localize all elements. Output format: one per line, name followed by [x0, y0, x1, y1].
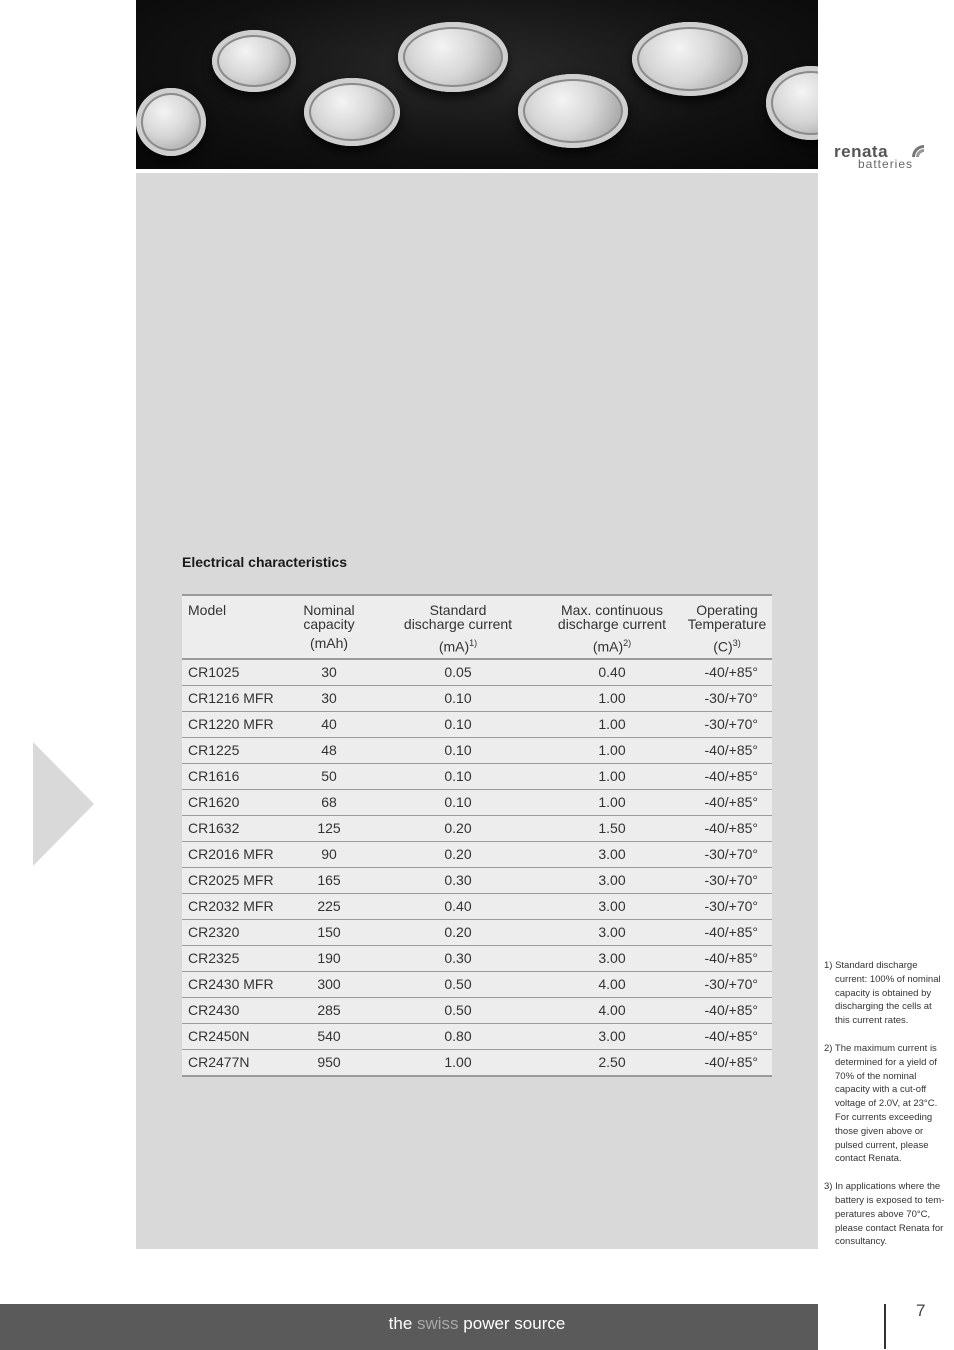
- table-cell: 0.30: [374, 945, 542, 971]
- table-cell: 3.00: [542, 841, 682, 867]
- table-cell: 0.10: [374, 763, 542, 789]
- header-unit: [288, 636, 370, 650]
- footnote-3: 3) In applications where the battery is exposed to tem-peratures above 70°C, please contact Renata for consultancy.: [824, 1181, 945, 1248]
- table-cell: -30/+70°: [682, 841, 772, 867]
- table-cell: 2.50: [542, 1049, 682, 1076]
- slogan-text: power source: [458, 1314, 566, 1333]
- coin-cell-image: [212, 30, 296, 92]
- header-standard-discharge: [374, 595, 542, 659]
- table-cell: CR1620: [182, 789, 284, 815]
- unit-text: (C): [713, 638, 733, 655]
- table-row: [182, 1023, 772, 1049]
- header-unit: [686, 636, 768, 654]
- table-cell: 3.00: [542, 867, 682, 893]
- page-number: 7: [916, 1301, 926, 1320]
- table-cell: -40/+85°: [682, 945, 772, 971]
- table-cell: 0.40: [374, 893, 542, 919]
- table-cell: 1.00: [542, 711, 682, 737]
- table-cell: CR2025 MFR: [182, 867, 284, 893]
- table-cell: 68: [284, 789, 374, 815]
- table-cell: -30/+70°: [682, 971, 772, 997]
- table-cell: -40/+85°: [682, 659, 772, 686]
- header-label: Model: [188, 602, 227, 618]
- table-cell: 40: [284, 711, 374, 737]
- table-cell: 30: [284, 685, 374, 711]
- unit-text: (mAh): [309, 635, 349, 651]
- table-cell: 0.10: [374, 711, 542, 737]
- table-cell: -40/+85°: [682, 789, 772, 815]
- table-cell: 0.20: [374, 815, 542, 841]
- table-cell: -40/+85°: [682, 815, 772, 841]
- header-unit: [546, 636, 678, 654]
- table-cell: CR2430: [182, 997, 284, 1023]
- table-cell: 225: [284, 893, 374, 919]
- table-row: [182, 737, 772, 763]
- unit-text: (mA): [592, 638, 624, 655]
- table-cell: 0.40: [542, 659, 682, 686]
- table-cell: CR2430 MFR: [182, 971, 284, 997]
- header-label: Temperature: [687, 616, 767, 632]
- footnotes: [824, 959, 948, 1263]
- table-cell: 0.10: [374, 789, 542, 815]
- table-cell: 125: [284, 815, 374, 841]
- logo-wordmark: renata: [834, 142, 889, 161]
- header-label: Operating: [696, 602, 758, 618]
- table-cell: 0.05: [374, 659, 542, 686]
- table-cell: -40/+85°: [682, 997, 772, 1023]
- table-row: [182, 685, 772, 711]
- table-cell: 1.00: [542, 763, 682, 789]
- table-cell: -40/+85°: [682, 737, 772, 763]
- table-cell: 0.10: [374, 737, 542, 763]
- table-row: [182, 919, 772, 945]
- table-row: [182, 893, 772, 919]
- table-cell: 1.00: [542, 685, 682, 711]
- table-cell: CR2477N: [182, 1049, 284, 1076]
- coin-cell-image: [632, 22, 748, 96]
- header-operating-temperature: [682, 595, 772, 659]
- table-row: [182, 841, 772, 867]
- header-photo-coin-cells: [136, 0, 818, 169]
- table-cell: CR1216 MFR: [182, 685, 284, 711]
- coin-cell-image: [766, 66, 818, 140]
- table-cell: CR2320: [182, 919, 284, 945]
- slogan-highlight: swiss: [417, 1314, 459, 1333]
- table-row: [182, 789, 772, 815]
- header-nominal-capacity: [284, 595, 374, 659]
- table-cell: 0.80: [374, 1023, 542, 1049]
- table-cell: -40/+85°: [682, 919, 772, 945]
- table-cell: CR2016 MFR: [182, 841, 284, 867]
- arrow-right-icon: [33, 742, 94, 866]
- header-label: Standard: [429, 602, 487, 618]
- table-cell: 1.00: [374, 1049, 542, 1076]
- table-body: [182, 659, 772, 1076]
- table-cell: 3.00: [542, 919, 682, 945]
- table-row: [182, 867, 772, 893]
- table-cell: 165: [284, 867, 374, 893]
- header-label: discharge current: [557, 616, 667, 632]
- table-row: [182, 659, 772, 686]
- table-row: [182, 945, 772, 971]
- table-cell: -30/+70°: [682, 685, 772, 711]
- coin-cell-image: [304, 78, 400, 146]
- footnote-2: 2) The maximum current is determined for a yield of 70% of the nominal capacity with a cut-off voltage of 2.0V, at 23°C. For currents exceeding those given above or pulsed current, please contact Renata.: [824, 1042, 938, 1165]
- table-cell: 4.00: [542, 971, 682, 997]
- table-row: [182, 997, 772, 1023]
- electrical-characteristics-table: [182, 594, 772, 1077]
- table-row: [182, 971, 772, 997]
- table-cell: 3.00: [542, 893, 682, 919]
- coin-cell-image: [136, 88, 206, 156]
- table-cell: 0.50: [374, 997, 542, 1023]
- table-cell: -30/+70°: [682, 711, 772, 737]
- logo-subtitle: batteries: [858, 157, 914, 171]
- footnote-ref: 3): [732, 638, 741, 648]
- table-cell: CR2032 MFR: [182, 893, 284, 919]
- header-label: discharge current: [403, 616, 513, 632]
- coin-cell-image: [398, 22, 508, 92]
- page-number-rule: [884, 1304, 886, 1349]
- renata-logo: [834, 142, 938, 172]
- header-label: Nominal: [303, 602, 355, 618]
- table-cell: 1.00: [542, 737, 682, 763]
- table-cell: 0.10: [374, 685, 542, 711]
- coin-cell-image: [518, 74, 628, 148]
- header-max-discharge: [542, 595, 682, 659]
- table-cell: -30/+70°: [682, 893, 772, 919]
- header-model: [182, 595, 284, 659]
- table-row: [182, 711, 772, 737]
- table-cell: 4.00: [542, 997, 682, 1023]
- table-cell: 950: [284, 1049, 374, 1076]
- header-label: capacity: [303, 616, 355, 632]
- table-cell: -40/+85°: [682, 763, 772, 789]
- table-cell: CR2450N: [182, 1023, 284, 1049]
- slogan-text: the: [388, 1314, 417, 1333]
- table-cell: 150: [284, 919, 374, 945]
- table-cell: CR1025: [182, 659, 284, 686]
- table-row: [182, 1049, 772, 1076]
- table-cell: CR1225: [182, 737, 284, 763]
- table-cell: 30: [284, 659, 374, 686]
- table-cell: 48: [284, 737, 374, 763]
- table-cell: CR1220 MFR: [182, 711, 284, 737]
- footnote-ref: 2): [623, 638, 632, 648]
- table-header-row: [182, 595, 772, 659]
- table-cell: 3.00: [542, 945, 682, 971]
- table-cell: 0.30: [374, 867, 542, 893]
- header-unit: [378, 636, 538, 654]
- table-cell: CR1632: [182, 815, 284, 841]
- logo-signal-icon: [912, 145, 926, 157]
- table-cell: 3.00: [542, 1023, 682, 1049]
- table-cell: 90: [284, 841, 374, 867]
- table-row: [182, 815, 772, 841]
- table-cell: -40/+85°: [682, 1049, 772, 1076]
- table-cell: 50: [284, 763, 374, 789]
- table-cell: 0.20: [374, 919, 542, 945]
- table-cell: 0.20: [374, 841, 542, 867]
- table-cell: 1.00: [542, 789, 682, 815]
- table-cell: 190: [284, 945, 374, 971]
- table-cell: 540: [284, 1023, 374, 1049]
- footer-slogan: [0, 1304, 954, 1344]
- footnote-1: 1) Standard discharge current: 100% of nominal capacity is obtained by discharging the cells at this current rates.: [824, 960, 941, 1027]
- table-cell: 1.50: [542, 815, 682, 841]
- table-cell: 285: [284, 997, 374, 1023]
- header-label: Max. continuous: [561, 602, 663, 618]
- footnote-ref: 1): [469, 638, 478, 648]
- table-cell: CR2325: [182, 945, 284, 971]
- table-cell: -40/+85°: [682, 1023, 772, 1049]
- table-cell: CR1616: [182, 763, 284, 789]
- table-cell: 300: [284, 971, 374, 997]
- table-cell: -30/+70°: [682, 867, 772, 893]
- section-title: Electrical characteristics: [182, 554, 347, 570]
- table-cell: 0.50: [374, 971, 542, 997]
- table-row: [182, 763, 772, 789]
- unit-text: (mA): [438, 638, 470, 655]
